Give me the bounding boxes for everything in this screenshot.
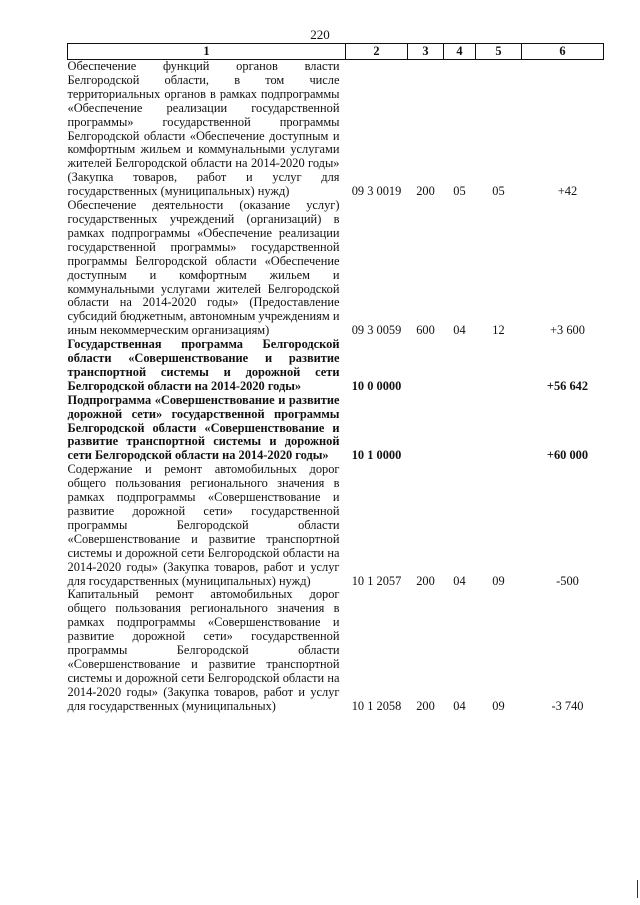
row-code: 10 1 0000 (351, 448, 402, 463)
row-amount: +42 (557, 184, 578, 199)
table-row (68, 199, 604, 338)
row-section: 05 (453, 184, 466, 199)
row-amount: +56 642 (546, 378, 589, 393)
column-header: 4 (444, 44, 476, 60)
column-header: 5 (476, 44, 522, 60)
row-description: Содержание и ремонт автомобильных дорог общего пользования регионального значения в рамках подпрограммы «Совершенствование и развитие дорожной сети» государственной программы Белгородской области «Совершенствование и развитие транспортной системы и дорожной сети Белгородской области на 2014-2020 годы» (Закупка товаров, работ и услуг для государственных (муниципальных) нужд) (67, 462, 340, 588)
page-number: 220 (310, 27, 330, 42)
row-description: Государственная программа Белгородской области «Совершенствование и развитие транспортной системы и дорожной сети Белгородской области на 2014-2020 годы» (67, 337, 340, 393)
row-expense-type: 200 (416, 573, 435, 588)
table-row (68, 394, 604, 464)
row-subsection: 09 (492, 698, 505, 713)
table-row (68, 588, 604, 713)
row-section: 04 (453, 573, 466, 588)
table-row (68, 60, 604, 200)
row-code: 09 3 0019 (351, 184, 402, 199)
row-amount: +60 000 (546, 448, 589, 463)
row-expense-type (408, 338, 444, 394)
row-subsection: 05 (492, 184, 505, 199)
row-subsection: 09 (492, 573, 505, 588)
row-section (444, 394, 476, 464)
column-header: 2 (346, 44, 408, 60)
row-expense-type (408, 394, 444, 464)
table-row (68, 338, 604, 394)
row-amount: +3 600 (550, 323, 585, 338)
row-expense-type: 200 (416, 184, 435, 199)
header-row (68, 44, 604, 60)
column-header: 6 (522, 44, 604, 60)
column-header: 3 (408, 44, 444, 60)
column-header: 1 (68, 44, 346, 60)
row-code: 10 0 0000 (351, 378, 402, 393)
row-subsection: 12 (492, 323, 505, 338)
row-section: 04 (453, 323, 466, 338)
row-subsection (476, 338, 522, 394)
row-code: 10 1 2058 (351, 698, 402, 713)
row-code: 09 3 0059 (351, 323, 402, 338)
row-description: Капитальный ремонт автомобильных дорог общего пользования регионального значения в рамках подпрограммы «Совершенствование и развитие дорожной сети» государственной программы Белгородской области «Совершенствование и развитие транспортной системы и дорожной сети Белгородской области на 2014-2020 годы» (Закупка товаров, работ и услуг для государственных (муниципальных) (67, 587, 340, 713)
row-description: Обеспечение функций органов власти Белгородской области, в том числе территориальных органов в рамках подпрограммы «Обеспечение реализации государственной программы» государственной программы Белгородской области «Обеспечение доступным и комфортным жильем и коммунальными услугами жителей Белгородской области на 2014-2020 годы» (Закупка товаров, работ и услуг для государственных (муниципальных) нужд) (67, 59, 340, 199)
page-edge-mark (637, 880, 638, 898)
row-section: 04 (453, 698, 466, 713)
row-description: Подпрограмма «Совершенствование и развитие дорожной сети» государственной программы Белгородской области «Совершенствование и развитие транспортной системы и дорожной сети Белгородской области на 2014-2020 годы» (67, 392, 340, 463)
budget-table (67, 43, 604, 714)
row-expense-type: 600 (416, 323, 435, 338)
row-subsection (476, 394, 522, 464)
table-row (68, 463, 604, 588)
row-expense-type: 200 (416, 698, 435, 713)
row-amount: -500 (556, 573, 579, 588)
row-amount: -3 740 (551, 698, 584, 713)
row-description: Обеспечение деятельности (оказание услуг) государственных учреждений (организаций) в рамках подпрограммы «Обеспечение реализации государственной программы» государственной программы Белгородской области «Обеспечение доступным и комфортным жильем и коммунальными услугами жителей Белгородской области на 2014-2020 годы» (Предоставление субсидий бюджетным, автономным учреждениям и иным некоммерческим организациям) (67, 198, 340, 338)
row-section (444, 338, 476, 394)
row-code: 10 1 2057 (351, 573, 402, 588)
